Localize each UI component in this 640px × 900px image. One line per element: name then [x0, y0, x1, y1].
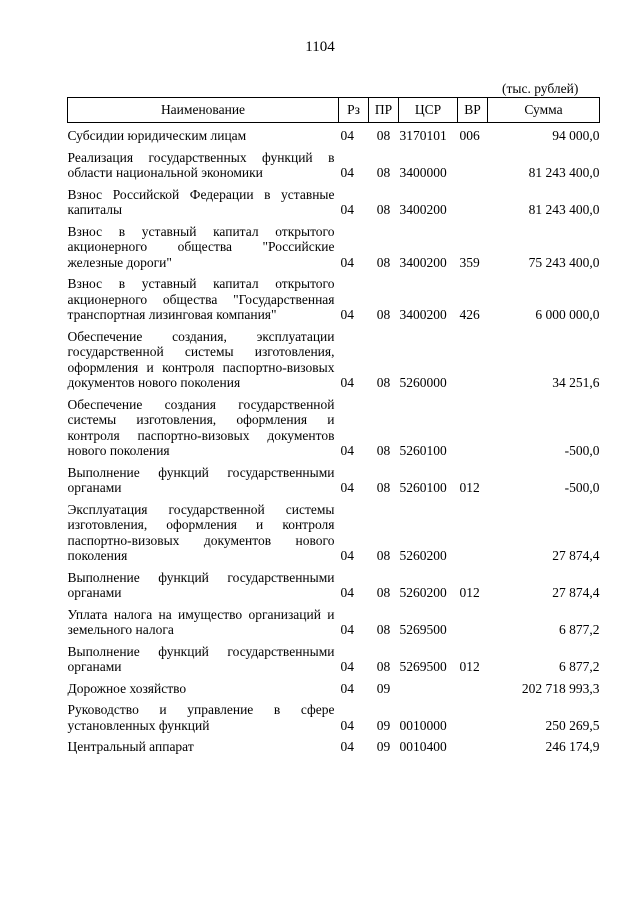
cell-csr: 0010400 — [399, 739, 447, 754]
table-row — [68, 323, 600, 391]
cell-sum: 246 174,9 — [545, 739, 600, 754]
cell-csr: 5260200 — [399, 585, 447, 600]
table-row — [68, 638, 600, 675]
cell-csr: 5269500 — [399, 622, 447, 637]
cell-sum: 27 874,4 — [552, 548, 600, 563]
cell-pr: 08 — [376, 128, 391, 143]
header-csr: ЦСР — [399, 98, 458, 123]
cell-rz: 04 — [340, 254, 354, 270]
cell-sum: 6 877,2 — [559, 622, 600, 637]
table-row — [68, 675, 600, 697]
cell-name: Руководство и управление в сфере установленных функций — [67, 702, 335, 733]
cell-name: Уплата налога на имущество организаций и земельного налога — [67, 606, 335, 637]
cell-vr: 359 — [459, 254, 480, 270]
cell-vr: 012 — [459, 480, 480, 495]
cell-rz: 04 — [340, 548, 354, 563]
header-rz: Рз — [339, 98, 369, 123]
cell-sum: 250 269,5 — [545, 717, 600, 733]
cell-sum: 75 243 400,0 — [528, 254, 600, 270]
cell-csr — [399, 675, 458, 697]
cell-pr: 08 — [376, 443, 391, 458]
cell-pr: 09 — [376, 680, 391, 696]
cell-rz: 04 — [340, 717, 354, 733]
table-body — [68, 123, 600, 755]
cell-rz: 04 — [340, 622, 354, 637]
cell-pr: 08 — [376, 307, 391, 322]
cell-rz: 04 — [340, 680, 354, 696]
cell-rz: 04 — [340, 307, 354, 322]
page-number: 1104 — [305, 39, 335, 55]
cell-csr: 5260100 — [399, 480, 447, 495]
cell-csr: 5260200 — [399, 548, 447, 563]
table-header — [68, 98, 600, 123]
cell-rz: 04 — [340, 659, 354, 674]
cell-sum: 81 243 400,0 — [528, 202, 600, 217]
cell-pr: 08 — [376, 202, 391, 217]
table-row — [68, 218, 600, 271]
cell-pr: 08 — [376, 480, 391, 495]
cell-csr: 5260000 — [399, 375, 447, 390]
cell-csr: 3170101 — [399, 128, 447, 143]
cell-name: Эксплуатация государственной системы изготовления, оформления и контроля паспортно-визовых документов нового поколения — [67, 501, 335, 563]
cell-vr: 012 — [459, 659, 480, 674]
cell-vr — [458, 601, 488, 638]
cell-rz: 04 — [340, 585, 354, 600]
cell-sum: -500,0 — [564, 443, 600, 458]
table-row — [68, 601, 600, 638]
table-row — [68, 123, 600, 144]
cell-pr: 08 — [376, 375, 391, 390]
cell-sum: 94 000,0 — [552, 128, 600, 143]
cell-pr: 09 — [376, 739, 391, 754]
cell-name: Центральный аппарат — [67, 739, 194, 754]
cell-vr: 012 — [459, 585, 480, 600]
cell-name: Выполнение функций государственными органами — [67, 464, 335, 495]
cell-rz: 04 — [340, 375, 354, 390]
cell-vr — [458, 144, 488, 181]
header-name: Наименование — [68, 98, 339, 123]
cell-vr — [458, 675, 488, 697]
cell-rz: 04 — [340, 739, 354, 754]
table-row — [68, 696, 600, 733]
cell-pr: 09 — [376, 717, 391, 733]
cell-pr: 08 — [376, 585, 391, 600]
cell-sum: 81 243 400,0 — [528, 165, 600, 180]
cell-csr: 5269500 — [399, 659, 447, 674]
cell-name: Выполнение функций государственными органами — [67, 569, 335, 600]
cell-vr: 006 — [459, 128, 480, 143]
cell-sum: 34 251,6 — [552, 375, 600, 390]
table-row — [68, 270, 600, 323]
cell-name: Взнос Российской Федерации в уставные капиталы — [67, 186, 335, 217]
header-vr: ВР — [458, 98, 488, 123]
cell-csr: 5260100 — [399, 443, 447, 458]
units-label: (тыс. рублей) — [502, 81, 579, 96]
cell-rz: 04 — [340, 480, 354, 495]
cell-sum: 6 877,2 — [559, 659, 600, 674]
cell-vr — [458, 696, 488, 733]
header-sum: Сумма — [488, 98, 600, 123]
cell-pr: 08 — [376, 165, 391, 180]
cell-vr: 426 — [459, 307, 480, 322]
cell-pr: 08 — [376, 659, 391, 674]
cell-vr — [458, 733, 488, 755]
cell-rz: 04 — [340, 443, 354, 458]
cell-rz: 04 — [340, 165, 354, 180]
cell-name: Обеспечение создания государственной системы изготовления, оформления и контроля паспортно-визовых документов нового поколения — [67, 396, 335, 458]
cell-csr: 3400000 — [399, 165, 447, 180]
cell-pr: 08 — [376, 622, 391, 637]
cell-csr: 3400200 — [399, 307, 447, 322]
cell-sum: 6 000 000,0 — [535, 307, 600, 322]
cell-sum: 27 874,4 — [552, 585, 600, 600]
table-row — [68, 391, 600, 459]
cell-sum: 202 718 993,3 — [521, 680, 600, 696]
cell-name: Взнос в уставный капитал открытого акционерного общества "Российские железные дороги" — [67, 223, 335, 270]
cell-vr — [458, 181, 488, 218]
cell-name: Обеспечение создания, эксплуатации государственной системы изготовления, оформления и контроля паспортно-визовых документов нового поколения — [67, 328, 335, 390]
table-row — [68, 459, 600, 496]
budget-table — [67, 97, 600, 755]
cell-pr: 08 — [376, 548, 391, 563]
cell-csr: 0010000 — [399, 717, 447, 733]
table-row — [68, 144, 600, 181]
cell-name: Дорожное хозяйство — [67, 680, 187, 696]
cell-rz: 04 — [340, 202, 354, 217]
table-row — [68, 564, 600, 601]
cell-sum: -500,0 — [564, 480, 600, 495]
cell-csr: 3400200 — [399, 254, 447, 270]
table-row — [68, 181, 600, 218]
cell-name: Взнос в уставный капитал открытого акционерного общества "Государственная транспортная лизинговая компания" — [67, 276, 335, 322]
table-row — [68, 733, 600, 755]
cell-vr — [458, 496, 488, 564]
table-row — [68, 496, 600, 564]
cell-name: Субсидии юридическим лицам — [67, 128, 247, 143]
cell-csr: 3400200 — [399, 202, 447, 217]
cell-vr — [458, 323, 488, 391]
cell-name: Реализация государственных функций в области национальной экономики — [67, 149, 335, 180]
cell-rz: 04 — [340, 128, 354, 143]
cell-vr — [458, 391, 488, 459]
cell-name: Выполнение функций государственными органами — [67, 643, 335, 674]
header-pr: ПР — [369, 98, 399, 123]
cell-pr: 08 — [376, 254, 391, 270]
